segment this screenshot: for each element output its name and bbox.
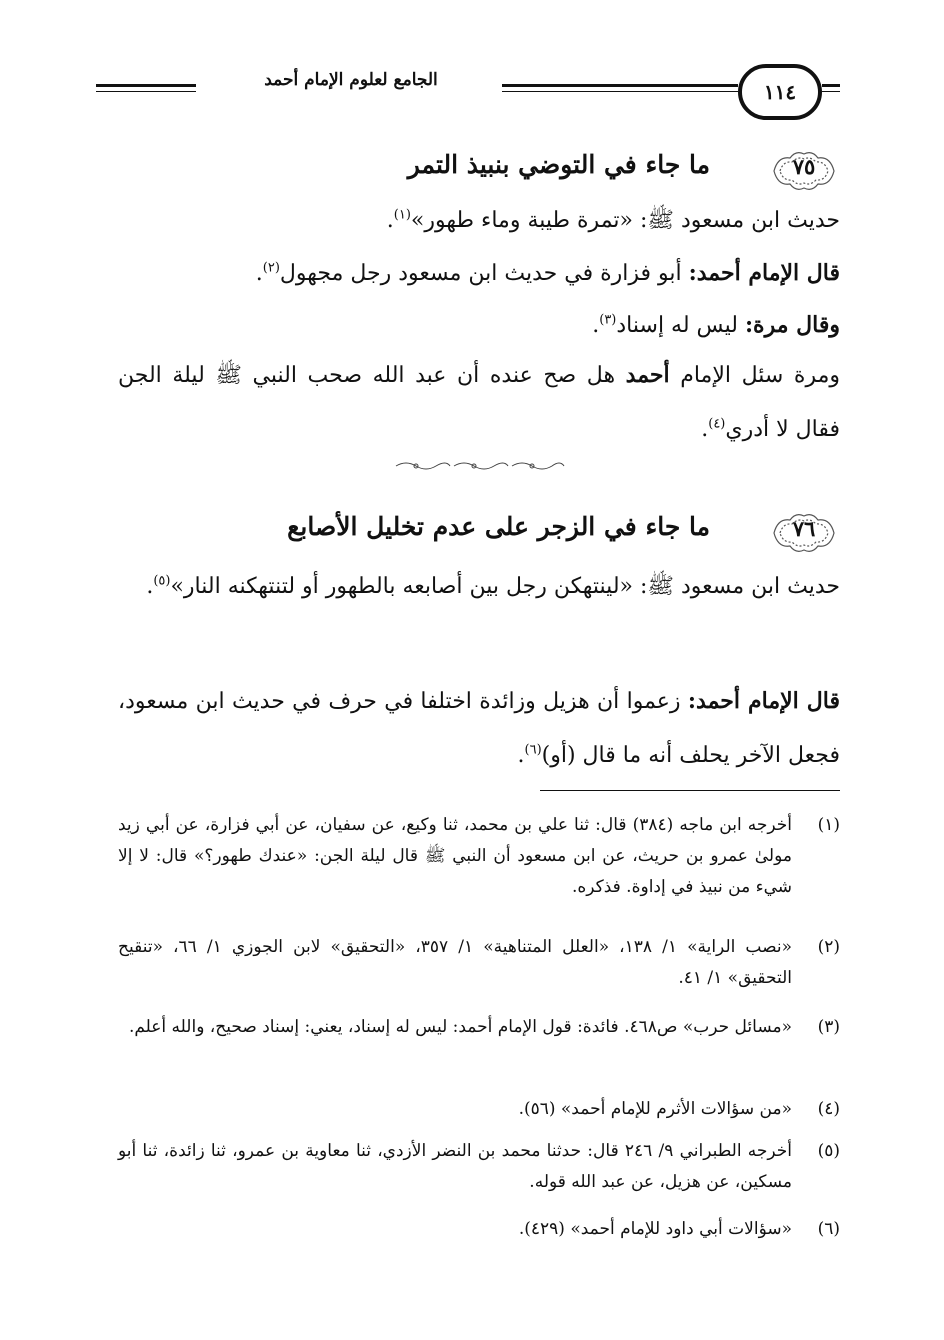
paragraph-punct: .	[517, 743, 525, 768]
paragraph-text: هل صح عنده أن عبد الله صحب النبي ﷺ ليلة الجن فقال لا أدري	[118, 363, 840, 442]
paragraph-text: حديث ابن مسعود ﷺ: «لينتهكن رجل بين أصابعه بالطهور أو لتنتهكنه النار»	[170, 574, 840, 599]
footnote-text: «نصب الراية» ١/ ١٣٨، «العلل المتناهية» ١/ ٣٥٧، «التحقيق» لابن الجوزي ١/ ٦٦، «تنقيح التحقيق» ١/ ٤١.	[118, 937, 792, 988]
running-title: الجامع لعلوم الإمام أحمد	[264, 70, 438, 90]
footnote-ref: (٢)	[262, 260, 280, 276]
page-number: ١١٤	[738, 64, 822, 120]
header-rule-left-thin	[96, 91, 196, 92]
paragraph-text: زعموا أن هزيل وزائدة اختلفا في حرف في حديث ابن مسعود، فجعل الآخر يحلف أنه ما قال (أو)	[118, 689, 840, 768]
footnote-number: (٦)	[817, 1219, 840, 1239]
footnote	[118, 1094, 840, 1125]
footnote-text: أخرجه ابن ماجه (٣٨٤) قال: ثنا علي بن محمد، ثنا وكيع، عن سفيان، عن أبي فزارة، عن أبي زيد مولىٰ عمرو بن حريث، عن ابن مسعود أن النبي ﷺ قال ليلة الجن: «عندك طهور؟» قال: لا إلا شيء من نبيذ في إداوة. فذكره.	[118, 815, 792, 897]
speaker-lead: أحمد	[625, 362, 670, 388]
speaker-lead: قال الإمام أحمد:	[687, 688, 840, 714]
paragraph-punct: .	[255, 261, 263, 286]
paragraph	[118, 298, 840, 353]
section-title: ما جاء في التوضي بنبيذ التمر	[407, 150, 710, 179]
paragraph-punct: .	[592, 313, 600, 338]
footnote-ref: (٤)	[708, 416, 726, 432]
header-rule-right-thick	[822, 84, 840, 87]
footnote-separator	[540, 790, 840, 791]
section-heading-75	[120, 148, 840, 198]
section-number: ٧٦	[792, 516, 816, 541]
running-header	[96, 64, 836, 124]
paragraph-text: أبو فزارة في حديث ابن مسعود رجل مجهول	[279, 261, 689, 286]
paragraph	[118, 560, 840, 614]
header-rule-mid-thin	[502, 91, 738, 92]
footnote	[118, 1214, 840, 1245]
footnote-text: «سؤالات أبي داود للإمام أحمد» (٤٢٩).	[518, 1219, 792, 1239]
footnote-ref: (٦)	[524, 742, 542, 758]
footnote-number: (٣)	[817, 1017, 840, 1037]
speaker-lead: وقال مرة:	[744, 312, 840, 338]
section-divider-ornament-icon	[392, 458, 568, 472]
footnote	[118, 810, 840, 903]
paragraph-text: حديث ابن مسعود ﷺ: «تمرة طيبة وماء طهور»	[410, 208, 840, 233]
section-number: ٧٥	[792, 154, 816, 179]
footnote	[118, 1012, 840, 1043]
paragraph-text: ليس له إسناد	[616, 313, 745, 338]
header-rule-right-thin	[822, 91, 840, 92]
header-rule-left-thick	[96, 84, 196, 87]
paragraph	[118, 674, 840, 783]
footnote-number: (٤)	[817, 1099, 840, 1119]
footnote	[118, 932, 840, 994]
footnote-text: «من سؤالات الأثرم للإمام أحمد» (٥٦).	[518, 1099, 792, 1119]
footnote-ref: (١)	[393, 207, 411, 223]
paragraph	[118, 194, 840, 248]
footnote	[118, 1136, 840, 1198]
footnote-number: (١)	[817, 815, 840, 835]
footnote-number: (٢)	[817, 937, 840, 957]
footnote-text: «مسائل حرب» ص٤٦٨. فائدة: قول الإمام أحمد: ليس له إسناد، يعني: إسناد صحيح، والله أعلم.	[128, 1017, 792, 1037]
header-rule-mid-thick	[502, 84, 738, 87]
footnote-number: (٥)	[817, 1141, 840, 1161]
paragraph-text: ومرة سئل الإمام	[669, 363, 840, 388]
section-title: ما جاء في الزجر على عدم تخليل الأصابع	[287, 512, 710, 541]
paragraph-punct: .	[386, 208, 394, 233]
footnote-ref: (٣)	[599, 312, 617, 328]
footnote-ref: (٥)	[153, 573, 171, 589]
speaker-lead: قال الإمام أحمد:	[688, 260, 840, 286]
footnote-text: أخرجه الطبراني ٩/ ٢٤٦ قال: حدثنا محمد بن النضر الأزدي، ثنا معاوية بن عمرو، ثنا زائدة، ثنا أبو مسكين، عن هزيل، عن عبد الله قوله.	[118, 1141, 793, 1192]
paragraph-punct: .	[146, 574, 154, 599]
paragraph-punct: .	[701, 417, 709, 442]
paragraph	[118, 348, 840, 457]
paragraph	[118, 246, 840, 301]
section-heading-76	[120, 510, 840, 560]
